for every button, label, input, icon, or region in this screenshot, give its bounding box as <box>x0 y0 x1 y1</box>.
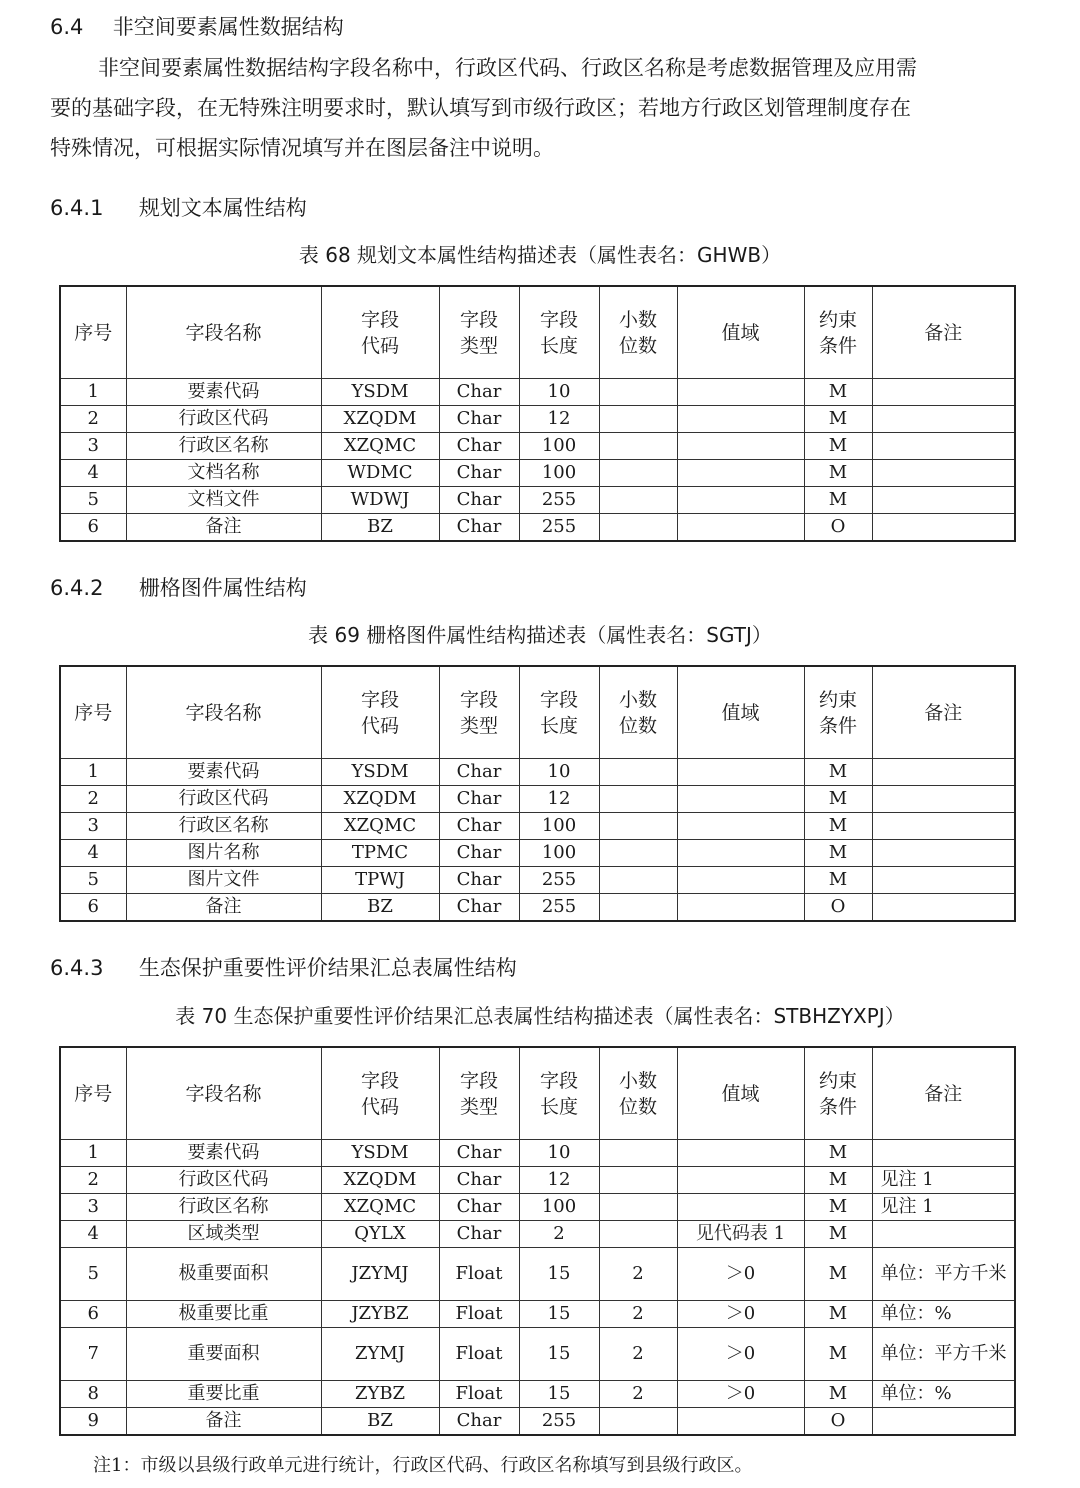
attribute-table-ghwb <box>59 285 1016 542</box>
cell-field-code: WDMC <box>321 460 439 487</box>
cell-field-length: 255 <box>519 867 599 894</box>
header-note: 备注 <box>872 666 1015 759</box>
table-row <box>60 867 1015 894</box>
header-field-type: 字段 类型 <box>439 286 519 379</box>
cell-constraint: M <box>804 406 872 433</box>
cell-value-domain <box>677 1408 804 1436</box>
table-caption-2: 表 69 栅格图件属性结构描述表（属性表名：SGTJ） <box>308 623 772 647</box>
header-field-name: 字段名称 <box>126 1047 321 1140</box>
subsection-number: 6.4.2 <box>50 576 104 600</box>
cell-decimal-places <box>599 379 677 406</box>
cell-decimal-places <box>599 1194 677 1221</box>
cell-field-length: 10 <box>519 759 599 786</box>
cell-field-code: YSDM <box>321 1140 439 1167</box>
cell-constraint: M <box>804 786 872 813</box>
cell-field-length: 100 <box>519 840 599 867</box>
cell-constraint: M <box>804 1140 872 1167</box>
table-row <box>60 460 1015 487</box>
cell-value-domain <box>677 514 804 542</box>
cell-note <box>872 460 1015 487</box>
cell-field-name: 极重要比重 <box>126 1301 321 1328</box>
cell-seq: 1 <box>60 379 126 406</box>
cell-field-length: 255 <box>519 487 599 514</box>
cell-seq: 7 <box>60 1328 126 1381</box>
cell-note <box>872 1408 1015 1436</box>
table-caption-1: 表 68 规划文本属性结构描述表（属性表名：GHWB） <box>298 243 782 267</box>
cell-field-name: 图片名称 <box>126 840 321 867</box>
cell-note <box>872 786 1015 813</box>
cell-field-length: 100 <box>519 1194 599 1221</box>
cell-seq: 4 <box>60 460 126 487</box>
cell-field-name: 要素代码 <box>126 379 321 406</box>
cell-constraint: M <box>804 1301 872 1328</box>
footnote: 注1：市级以县级行政单元进行统计，行政区代码、行政区名称填写到县级行政区。 <box>93 1455 753 1476</box>
cell-seq: 4 <box>60 840 126 867</box>
cell-constraint: M <box>804 1328 872 1381</box>
cell-decimal-places <box>599 487 677 514</box>
header-field-type: 字段 类型 <box>439 1047 519 1140</box>
cell-field-length: 255 <box>519 894 599 922</box>
cell-value-domain <box>677 379 804 406</box>
cell-decimal-places <box>599 867 677 894</box>
cell-value-domain: 见代码表 1 <box>677 1221 804 1248</box>
cell-field-type: Char <box>439 460 519 487</box>
cell-note <box>872 813 1015 840</box>
cell-note: 单位：% <box>872 1381 1015 1408</box>
cell-note <box>872 759 1015 786</box>
table-row <box>60 379 1015 406</box>
table-row <box>60 487 1015 514</box>
header-field-length: 字段 长度 <box>519 286 599 379</box>
header-decimal-places: 小数 位数 <box>599 286 677 379</box>
cell-value-domain: ＞0 <box>677 1328 804 1381</box>
cell-seq: 3 <box>60 1194 126 1221</box>
cell-note: 单位：平方千米 <box>872 1328 1015 1381</box>
subsection-heading-3 <box>50 955 517 981</box>
cell-field-code: TPMC <box>321 840 439 867</box>
cell-value-domain <box>677 1194 804 1221</box>
cell-value-domain <box>677 406 804 433</box>
cell-field-code: XZQMC <box>321 813 439 840</box>
cell-field-type: Char <box>439 1408 519 1436</box>
cell-constraint: O <box>804 1408 872 1436</box>
table-row <box>60 514 1015 542</box>
cell-seq: 3 <box>60 813 126 840</box>
header-row <box>60 1047 1015 1140</box>
cell-seq: 5 <box>60 487 126 514</box>
cell-field-name: 重要比重 <box>126 1381 321 1408</box>
cell-constraint: M <box>804 1194 872 1221</box>
cell-value-domain: ＞0 <box>677 1248 804 1301</box>
subsection-number: 6.4.3 <box>50 956 104 980</box>
section-number: 6.4 <box>50 15 84 39</box>
cell-value-domain <box>677 840 804 867</box>
subsection-title: 规划文本属性结构 <box>138 196 307 220</box>
cell-field-type: Char <box>439 1221 519 1248</box>
cell-constraint: O <box>804 894 872 922</box>
cell-field-type: Char <box>439 1194 519 1221</box>
cell-decimal-places: 2 <box>599 1248 677 1301</box>
cell-note <box>872 867 1015 894</box>
table-row <box>60 1221 1015 1248</box>
cell-field-code: JZYBZ <box>321 1301 439 1328</box>
cell-value-domain: ＞0 <box>677 1301 804 1328</box>
cell-field-length: 255 <box>519 514 599 542</box>
cell-decimal-places <box>599 406 677 433</box>
cell-decimal-places <box>599 514 677 542</box>
cell-field-length: 15 <box>519 1328 599 1381</box>
cell-field-type: Float <box>439 1381 519 1408</box>
cell-seq: 1 <box>60 759 126 786</box>
paragraph-line-3: 特殊情况，可根据实际情况填写并在图层备注中说明。 <box>50 136 554 160</box>
cell-constraint: M <box>804 840 872 867</box>
cell-field-type: Char <box>439 813 519 840</box>
cell-decimal-places <box>599 1221 677 1248</box>
cell-field-length: 10 <box>519 379 599 406</box>
cell-field-code: XZQDM <box>321 1167 439 1194</box>
subsection-heading-1 <box>50 195 307 221</box>
cell-field-code: ZYMJ <box>321 1328 439 1381</box>
cell-constraint: M <box>804 1167 872 1194</box>
cell-field-name: 行政区代码 <box>126 406 321 433</box>
cell-field-name: 行政区名称 <box>126 433 321 460</box>
cell-field-code: XZQMC <box>321 1194 439 1221</box>
subsection-title: 生态保护重要性评价结果汇总表属性结构 <box>138 956 517 980</box>
cell-constraint: O <box>804 514 872 542</box>
table-row <box>60 1408 1015 1436</box>
table-row <box>60 786 1015 813</box>
section-title: 非空间要素属性数据结构 <box>112 15 344 39</box>
cell-field-code: QYLX <box>321 1221 439 1248</box>
cell-note <box>872 433 1015 460</box>
cell-field-name: 备注 <box>126 894 321 922</box>
header-constraint: 约束 条件 <box>804 666 872 759</box>
cell-seq: 2 <box>60 1167 126 1194</box>
cell-field-name: 备注 <box>126 514 321 542</box>
cell-field-name: 区域类型 <box>126 1221 321 1248</box>
subsection-title: 栅格图件属性结构 <box>138 576 307 600</box>
cell-seq: 3 <box>60 433 126 460</box>
cell-value-domain <box>677 759 804 786</box>
cell-field-type: Char <box>439 894 519 922</box>
cell-field-name: 行政区代码 <box>126 786 321 813</box>
cell-field-type: Char <box>439 406 519 433</box>
cell-seq: 5 <box>60 867 126 894</box>
cell-seq: 2 <box>60 406 126 433</box>
paragraph-line-1: 非空间要素属性数据结构字段名称中，行政区代码、行政区名称是考虑数据管理及应用需 <box>98 56 917 80</box>
cell-seq: 8 <box>60 1381 126 1408</box>
cell-decimal-places: 2 <box>599 1301 677 1328</box>
cell-field-code: JZYMJ <box>321 1248 439 1301</box>
cell-decimal-places <box>599 1408 677 1436</box>
header-field-name: 字段名称 <box>126 666 321 759</box>
cell-decimal-places <box>599 1167 677 1194</box>
cell-value-domain <box>677 1140 804 1167</box>
cell-constraint: M <box>804 1221 872 1248</box>
cell-decimal-places <box>599 840 677 867</box>
cell-field-code: XZQMC <box>321 433 439 460</box>
cell-field-name: 要素代码 <box>126 1140 321 1167</box>
cell-field-type: Char <box>439 487 519 514</box>
cell-constraint: M <box>804 1248 872 1301</box>
cell-seq: 6 <box>60 894 126 922</box>
cell-note: 单位：平方千米 <box>872 1248 1015 1301</box>
attribute-table-stbhzyxpj <box>59 1046 1016 1436</box>
header-seq: 序号 <box>60 1047 126 1140</box>
cell-constraint: M <box>804 759 872 786</box>
header-seq: 序号 <box>60 666 126 759</box>
cell-value-domain <box>677 433 804 460</box>
header-constraint: 约束 条件 <box>804 286 872 379</box>
cell-field-length: 100 <box>519 460 599 487</box>
table-row <box>60 1328 1015 1381</box>
cell-constraint: M <box>804 433 872 460</box>
cell-field-type: Char <box>439 786 519 813</box>
table-caption-3: 表 70 生态保护重要性评价结果汇总表属性结构描述表（属性表名：STBHZYXPJ） <box>175 1004 905 1028</box>
cell-decimal-places <box>599 460 677 487</box>
cell-field-name: 行政区名称 <box>126 813 321 840</box>
header-field-name: 字段名称 <box>126 286 321 379</box>
cell-field-code: BZ <box>321 1408 439 1436</box>
cell-field-type: Char <box>439 1140 519 1167</box>
cell-value-domain <box>677 894 804 922</box>
cell-decimal-places <box>599 433 677 460</box>
cell-seq: 9 <box>60 1408 126 1436</box>
cell-field-code: ZYBZ <box>321 1381 439 1408</box>
cell-field-length: 12 <box>519 1167 599 1194</box>
cell-constraint: M <box>804 460 872 487</box>
cell-field-code: YSDM <box>321 759 439 786</box>
cell-field-length: 15 <box>519 1248 599 1301</box>
cell-field-name: 极重要面积 <box>126 1248 321 1301</box>
cell-value-domain <box>677 813 804 840</box>
cell-note <box>872 514 1015 542</box>
header-seq: 序号 <box>60 286 126 379</box>
cell-field-type: Char <box>439 514 519 542</box>
table-row <box>60 433 1015 460</box>
cell-decimal-places: 2 <box>599 1381 677 1408</box>
cell-field-name: 行政区名称 <box>126 1194 321 1221</box>
cell-field-type: Char <box>439 379 519 406</box>
cell-constraint: M <box>804 487 872 514</box>
table-row <box>60 1381 1015 1408</box>
header-value-domain: 值域 <box>677 286 804 379</box>
cell-constraint: M <box>804 1381 872 1408</box>
cell-decimal-places <box>599 894 677 922</box>
header-constraint: 约束 条件 <box>804 1047 872 1140</box>
cell-field-name: 行政区代码 <box>126 1167 321 1194</box>
cell-note <box>872 487 1015 514</box>
cell-field-name: 重要面积 <box>126 1328 321 1381</box>
cell-field-length: 12 <box>519 786 599 813</box>
cell-seq: 5 <box>60 1248 126 1301</box>
table-row <box>60 813 1015 840</box>
cell-field-name: 图片文件 <box>126 867 321 894</box>
cell-value-domain <box>677 460 804 487</box>
header-row <box>60 286 1015 379</box>
cell-field-type: Char <box>439 759 519 786</box>
cell-note <box>872 406 1015 433</box>
paragraph-line-2: 要的基础字段，在无特殊注明要求时，默认填写到市级行政区；若地方行政区划管理制度存在 <box>50 96 911 120</box>
cell-decimal-places: 2 <box>599 1328 677 1381</box>
table-row <box>60 406 1015 433</box>
header-decimal-places: 小数 位数 <box>599 1047 677 1140</box>
cell-note <box>872 1140 1015 1167</box>
header-field-code: 字段 代码 <box>321 286 439 379</box>
table-row <box>60 1301 1015 1328</box>
cell-note: 见注 1 <box>872 1167 1015 1194</box>
cell-field-code: XZQDM <box>321 406 439 433</box>
table-row <box>60 759 1015 786</box>
cell-constraint: M <box>804 813 872 840</box>
cell-constraint: M <box>804 867 872 894</box>
subsection-heading-2 <box>50 575 307 601</box>
cell-value-domain: ＞0 <box>677 1381 804 1408</box>
cell-field-type: Float <box>439 1248 519 1301</box>
header-value-domain: 值域 <box>677 666 804 759</box>
cell-note: 单位：% <box>872 1301 1015 1328</box>
cell-value-domain <box>677 1167 804 1194</box>
cell-field-length: 2 <box>519 1221 599 1248</box>
cell-field-length: 15 <box>519 1301 599 1328</box>
cell-field-length: 100 <box>519 433 599 460</box>
cell-field-code: XZQDM <box>321 786 439 813</box>
cell-field-type: Char <box>439 1167 519 1194</box>
cell-note <box>872 840 1015 867</box>
table-row <box>60 1167 1015 1194</box>
cell-seq: 4 <box>60 1221 126 1248</box>
cell-constraint: M <box>804 379 872 406</box>
cell-seq: 2 <box>60 786 126 813</box>
cell-field-length: 100 <box>519 813 599 840</box>
header-field-code: 字段 代码 <box>321 666 439 759</box>
cell-value-domain <box>677 786 804 813</box>
cell-field-code: TPWJ <box>321 867 439 894</box>
cell-note <box>872 894 1015 922</box>
cell-seq: 1 <box>60 1140 126 1167</box>
cell-field-name: 要素代码 <box>126 759 321 786</box>
cell-field-code: BZ <box>321 514 439 542</box>
table-row <box>60 894 1015 922</box>
cell-value-domain <box>677 487 804 514</box>
header-value-domain: 值域 <box>677 1047 804 1140</box>
cell-field-code: BZ <box>321 894 439 922</box>
table-row <box>60 1140 1015 1167</box>
cell-field-name: 备注 <box>126 1408 321 1436</box>
header-row <box>60 666 1015 759</box>
header-field-length: 字段 长度 <box>519 1047 599 1140</box>
cell-field-type: Char <box>439 867 519 894</box>
header-decimal-places: 小数 位数 <box>599 666 677 759</box>
header-note: 备注 <box>872 286 1015 379</box>
cell-field-type: Float <box>439 1328 519 1381</box>
cell-field-length: 12 <box>519 406 599 433</box>
header-field-length: 字段 长度 <box>519 666 599 759</box>
cell-field-type: Float <box>439 1301 519 1328</box>
subsection-number: 6.4.1 <box>50 196 104 220</box>
cell-seq: 6 <box>60 514 126 542</box>
header-field-code: 字段 代码 <box>321 1047 439 1140</box>
header-field-type: 字段 类型 <box>439 666 519 759</box>
cell-decimal-places <box>599 759 677 786</box>
cell-field-type: Char <box>439 433 519 460</box>
table-row <box>60 840 1015 867</box>
cell-field-name: 文档文件 <box>126 487 321 514</box>
cell-decimal-places <box>599 813 677 840</box>
section-heading <box>50 14 344 40</box>
cell-decimal-places <box>599 786 677 813</box>
cell-decimal-places <box>599 1140 677 1167</box>
cell-field-code: WDWJ <box>321 487 439 514</box>
table-row <box>60 1194 1015 1221</box>
attribute-table-sgtj <box>59 665 1016 922</box>
cell-seq: 6 <box>60 1301 126 1328</box>
cell-field-length: 255 <box>519 1408 599 1436</box>
cell-value-domain <box>677 867 804 894</box>
cell-note: 见注 1 <box>872 1194 1015 1221</box>
cell-field-length: 10 <box>519 1140 599 1167</box>
cell-field-code: YSDM <box>321 379 439 406</box>
cell-note <box>872 379 1015 406</box>
table-row <box>60 1248 1015 1301</box>
cell-field-length: 15 <box>519 1381 599 1408</box>
header-note: 备注 <box>872 1047 1015 1140</box>
cell-field-name: 文档名称 <box>126 460 321 487</box>
cell-field-type: Char <box>439 840 519 867</box>
cell-note <box>872 1221 1015 1248</box>
